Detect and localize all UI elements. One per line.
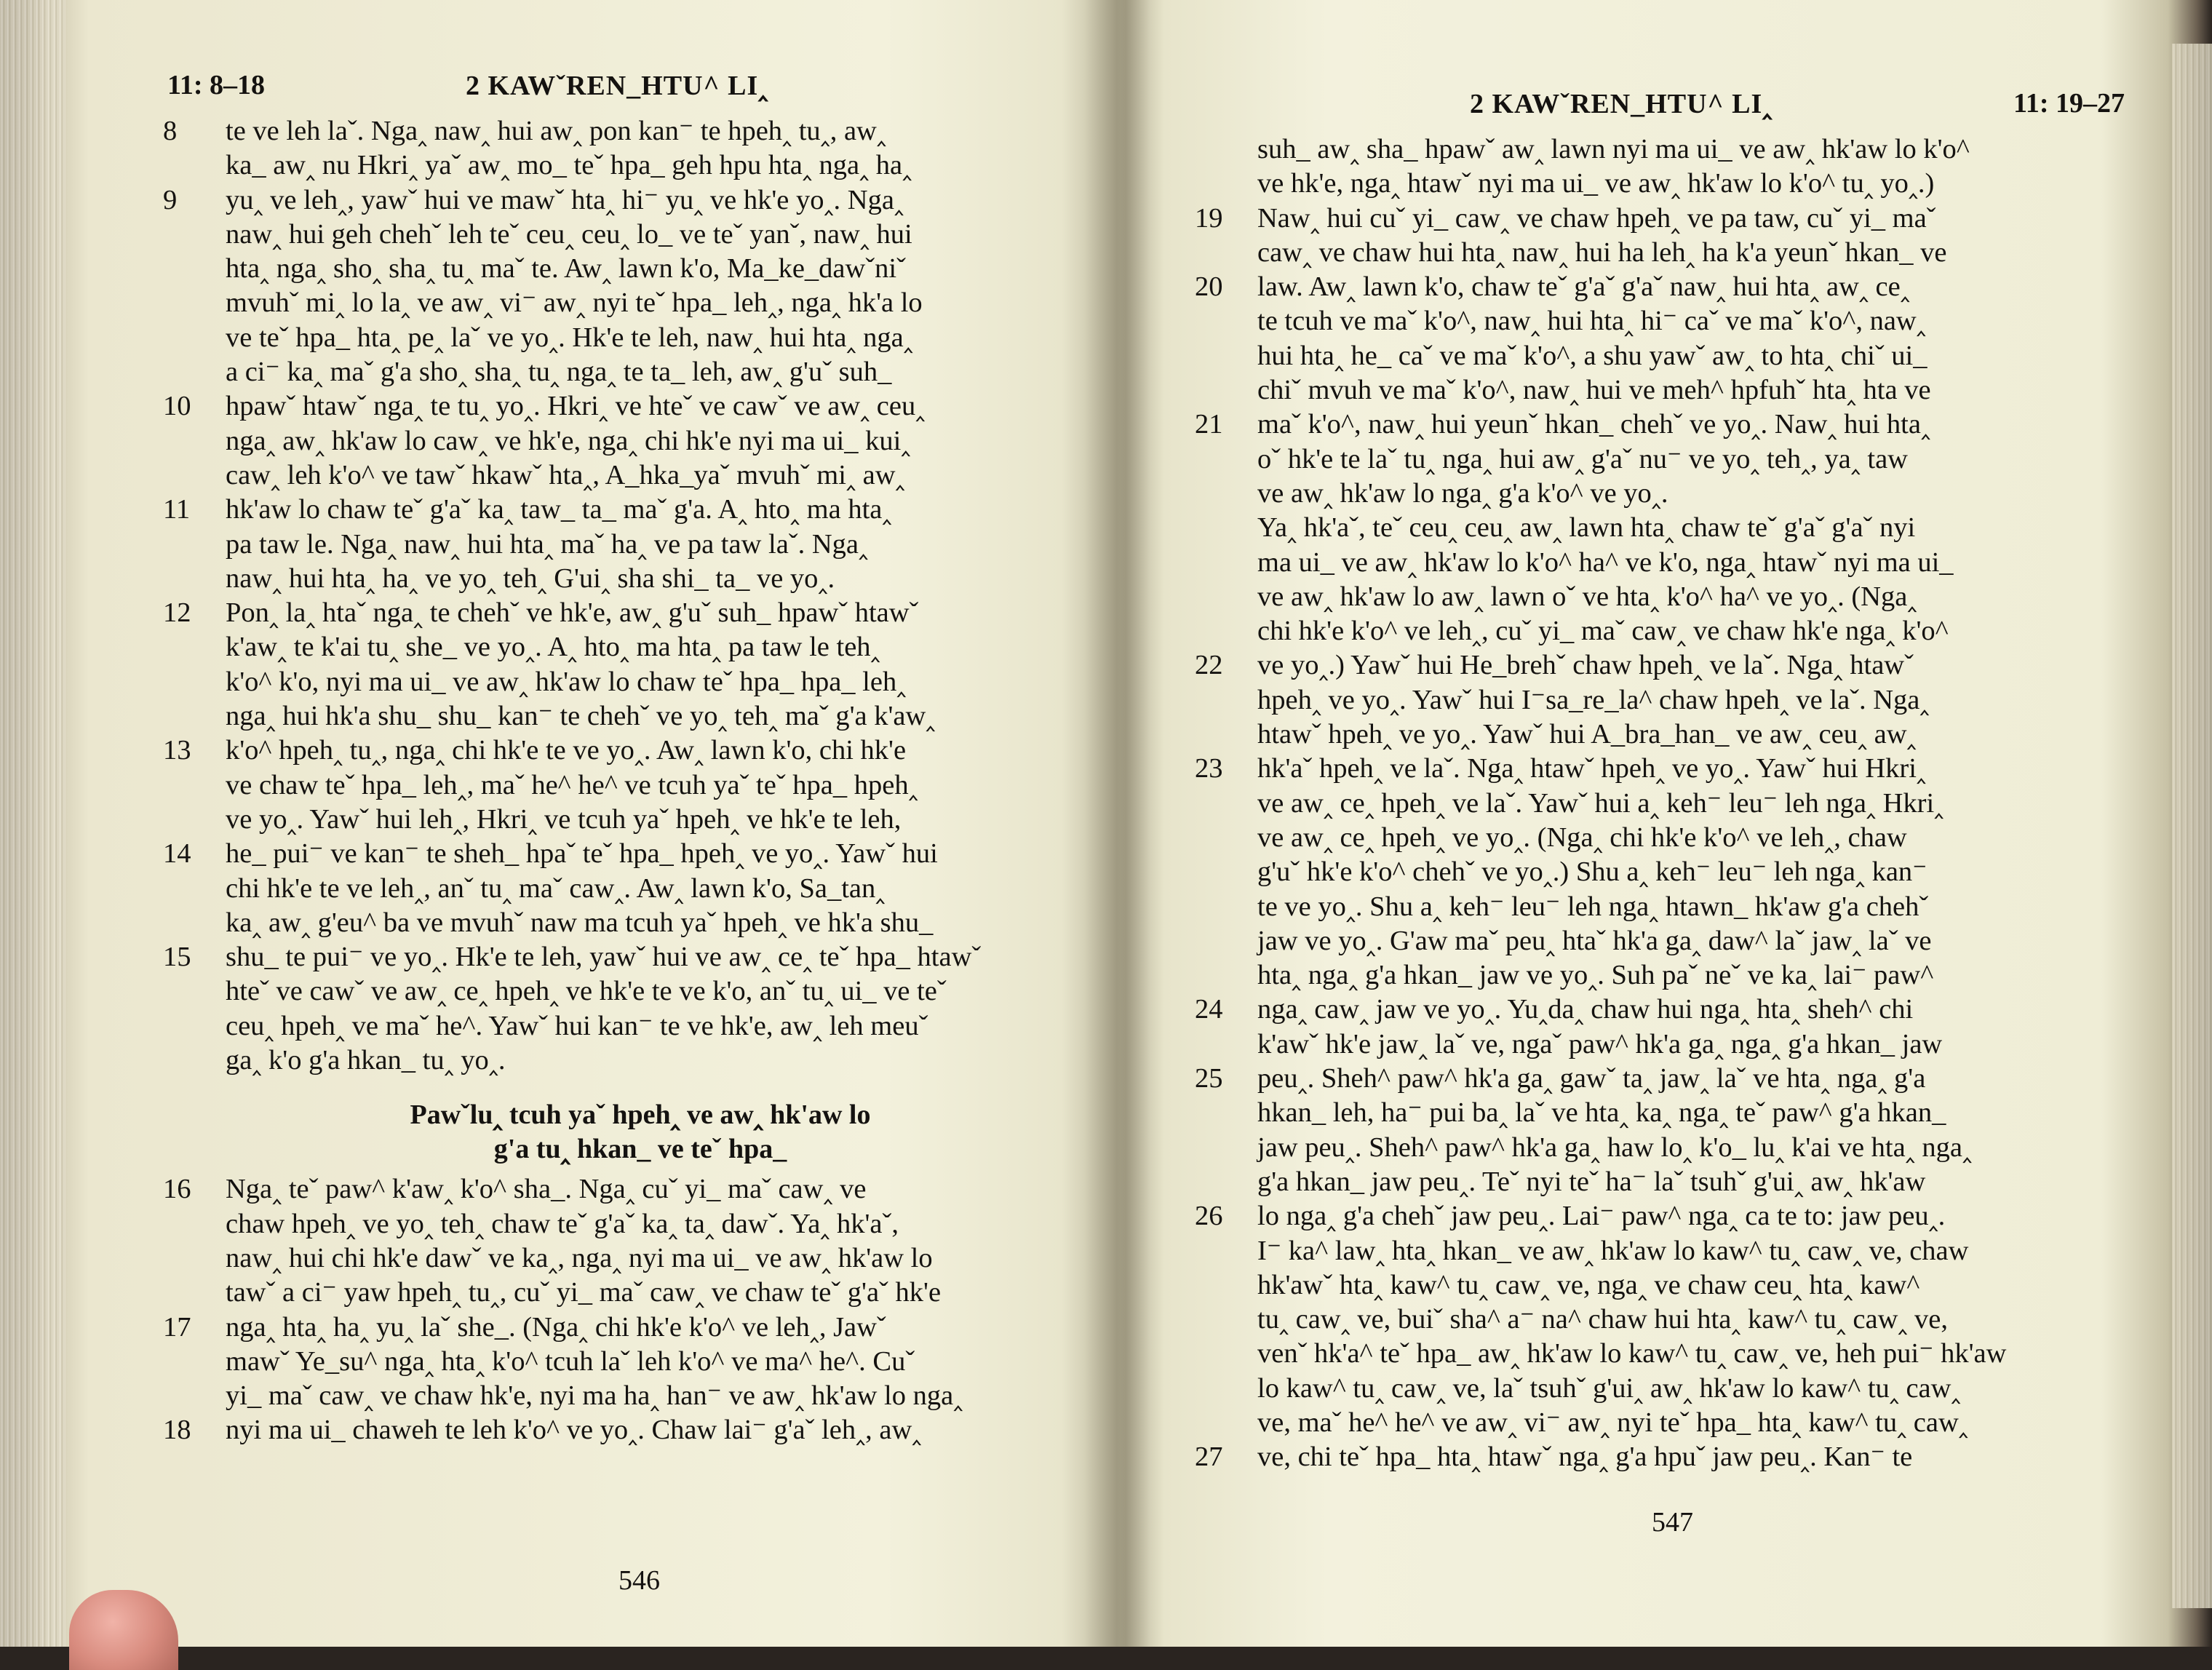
line-text: naw‸ hui chi hk'e dawˇ ve ka‸, nga‸ nyi ma ui_ ve aw‸ hk'aw lo	[226, 1242, 933, 1273]
text-line	[1193, 1440, 2132, 1474]
line-text: venˇ hk'a^ teˇ hpa_ aw‸ hk'aw lo kaw^ tu‸ caw‸ ve, heh pui⁻ hk'aw	[1257, 1338, 2007, 1369]
line-text: Nga‸ teˇ paw^ k'aw‸ k'o^ sha_. Nga‸ cuˇ yi_ maˇ caw‸ ve	[226, 1174, 867, 1205]
text-line	[153, 493, 1128, 527]
text-line	[153, 940, 1128, 974]
line-text: ve aw‸ ce‸ hpeh‸ ve laˇ. Yawˇ hui a‸ keh⁻ leu⁻ leh nga‸ Hkri‸	[1257, 787, 1944, 819]
line-text: htawˇ hpeh‸ ve yo‸. Yawˇ hui A_bra_han_ ve aw‸ ceu‸ aw‸	[1257, 719, 1917, 750]
text-column	[153, 114, 1128, 1078]
verse-number: 11	[163, 494, 191, 525]
verse-number: 10	[163, 391, 191, 422]
line-text: tawˇ a ci⁻ yaw hpeh‸ tu‸, cuˇ yi_ maˇ caw‸ ve chaw teˇ g'aˇ hk'e	[226, 1277, 942, 1308]
text-line	[1193, 1372, 2132, 1406]
line-text: naw‸ hui geh chehˇ leh teˇ ceu‸ ceu‸ lo_ ve teˇ yanˇ, naw‸ hui	[226, 218, 912, 250]
verse-number: 19	[1195, 202, 1223, 234]
text-line	[153, 183, 1128, 218]
line-text: k'o^ k'o, nyi ma ui_ ve aw‸ hk'aw lo chaw teˇ hpa_ hpa_ leh‸	[226, 666, 907, 697]
text-line	[1193, 167, 2132, 201]
line-text: Pon‸ la‸ htaˇ nga‸ te chehˇ ve hk'e, aw‸ g'uˇ suh_ hpawˇ htawˇ	[226, 597, 919, 629]
thumb	[69, 1590, 178, 1670]
text-line	[1193, 236, 2132, 270]
text-line	[153, 1241, 1128, 1276]
text-line	[1193, 202, 2132, 236]
line-text: hk'aˇ hpeh‸ ve laˇ. Nga‸ htawˇ hpeh‸ ve yo‸. Yawˇ hui Hkri‸	[1257, 753, 1926, 784]
text-line	[1193, 752, 2132, 786]
line-text: oˇ hk'e te laˇ tu‸ nga‸ hui aw‸ g'aˇ nu⁻ ve yo‸ teh‸, ya‸ taw	[1257, 443, 1908, 474]
text-line	[153, 148, 1128, 183]
text-line	[153, 872, 1128, 906]
text-line	[1193, 1303, 2132, 1337]
text-line	[153, 389, 1128, 424]
line-text: ceu‸ hpeh‸ ve maˇ he^. Yawˇ hui kan⁻ te ve hk'e, aw‸ leh meuˇ	[226, 1010, 928, 1041]
verse-number: 27	[1195, 1442, 1223, 1473]
text-column	[1193, 132, 2132, 1475]
text-line	[153, 906, 1128, 940]
text-line	[1193, 1131, 2132, 1165]
right-page	[1193, 87, 2132, 1538]
chapter-verse-range: 11: 8–18	[167, 70, 266, 100]
text-line	[1193, 821, 2132, 855]
line-text: ve hk'e, nga‸ htawˇ nyi ma ui_ ve aw‸ hk'aw lo k'o^ tu‸ yo‸.)	[1257, 168, 1935, 199]
text-line	[1193, 1234, 2132, 1268]
line-text: hui hta‸ he_ caˇ ve maˇ k'o^, a shu yawˇ aw‸ to hta‸ chiˇ ui_	[1257, 340, 1927, 371]
line-text: ve aw‸ hk'aw lo nga‸ g'a k'o^ ve yo‸.	[1257, 477, 1668, 509]
text-line	[153, 1276, 1128, 1310]
book-title: 2 KAWˇREN_HTU^ LI‸	[466, 71, 769, 101]
line-text: g'a hkan_ jaw peu‸. Teˇ nyi teˇ ha⁻ laˇ tsuhˇ g'ui‸ aw‸ hk'aw	[1257, 1166, 1926, 1197]
running-head	[153, 69, 1128, 114]
line-text: hpawˇ htawˇ nga‸ te tu‸ yo‸. Hkri‸ ve hteˇ ve cawˇ ve aw‸ ceu‸	[226, 391, 926, 422]
line-text: ve teˇ hpa_ hta‸ pe‸ laˇ ve yo‸. Hk'e te leh, naw‸ hui hta‸ nga‸	[226, 322, 913, 353]
text-line	[1193, 546, 2132, 580]
running-head	[1193, 87, 2132, 132]
line-text: naw‸ hui hta‸ ha‸ ve yo‸ teh‸ G'ui‸ sha shi_ ta_ ve yo‸.	[226, 562, 835, 594]
line-text: ka‸ aw‸ g'eu^ ba ve mvuhˇ naw ma tcuh yaˇ hpeh‸ ve hk'a shu_	[226, 907, 934, 938]
text-line	[153, 1345, 1128, 1379]
text-line	[1193, 339, 2132, 373]
verse-number: 18	[163, 1415, 191, 1446]
text-line	[1193, 683, 2132, 717]
text-line	[1193, 270, 2132, 304]
line-text: ve chaw teˇ hpa_ leh‸, maˇ he^ he^ ve tcuh yaˇ teˇ hpa_ hpeh‸	[226, 769, 918, 800]
line-text: ga‸ k'o g'a hkan_ tu‸ yo‸.	[226, 1045, 506, 1076]
text-line	[153, 562, 1128, 596]
line-text: k'o^ hpeh‸ tu‸, nga‸ chi hk'e te ve yo‸. Aw‸ lawn k'o, chi hk'e	[226, 735, 907, 766]
text-line	[1193, 373, 2132, 407]
text-line	[1193, 924, 2132, 958]
line-text: a ci⁻ ka‸ maˇ g'a sho‸ sha‸ tu‸ nga‸ te ta_ leh, aw‸ g'uˇ suh_	[226, 357, 892, 388]
text-line	[153, 803, 1128, 837]
text-line	[153, 974, 1128, 1009]
line-text: nga‸ hta‸ ha‸ yu‸ laˇ she_. (Nga‸ chi hk'e k'o^ ve leh‸, Jawˇ	[226, 1311, 886, 1343]
text-line	[153, 1311, 1128, 1345]
text-line	[153, 355, 1128, 389]
text-line	[153, 218, 1128, 252]
line-text: chiˇ mvuh ve maˇ k'o^, naw‸ hui ve meh^ hpfuhˇ hta‸ hta ve	[1257, 375, 1931, 406]
line-text: caw‸ ve chaw hui hta‸ naw‸ hui ha leh‸ ha k'a yeunˇ hkan_ ve	[1257, 236, 1947, 268]
text-line	[1193, 1199, 2132, 1233]
line-text: ve yo‸.) Yawˇ hui He_brehˇ chaw hpeh‸ ve laˇ. Nga‸ htawˇ	[1257, 650, 1914, 681]
text-line	[1193, 787, 2132, 821]
left-page	[153, 69, 1128, 1596]
line-text: Naw‸ hui cuˇ yi_ caw‸ ve chaw hpeh‸ ve pa taw, cuˇ yi_ maˇ	[1257, 202, 1936, 234]
chapter-verse-range: 11: 19–27	[2013, 88, 2125, 119]
text-line	[153, 630, 1128, 664]
line-text: yu‸ ve leh‸, yawˇ hui ve mawˇ hta‸ hi⁻ yu‸ ve hk'e yo‸. Nga‸	[226, 184, 904, 215]
verse-number: 9	[163, 184, 178, 215]
line-text: maˇ k'o^, naw‸ hui yeunˇ hkan_ chehˇ ve yo‸. Naw‸ hui hta‸	[1257, 409, 1931, 440]
verse-number: 14	[163, 838, 191, 870]
verse-number: 26	[1195, 1201, 1223, 1232]
line-text: peu‸. Sheh^ paw^ hk'a ga‸ gawˇ ta‸ jaw‸ laˇ ve hta‸ nga‸ g'a	[1257, 1063, 1926, 1094]
text-line	[153, 528, 1128, 562]
verse-number: 25	[1195, 1063, 1223, 1094]
text-line	[1193, 511, 2132, 545]
text-line	[153, 699, 1128, 733]
verse-number: 22	[1195, 650, 1223, 681]
line-text: hk'awˇ hta‸ kaw^ tu‸ caw‸ ve, nga‸ ve chaw ceu‸ hta‸ kaw^	[1257, 1269, 1920, 1300]
line-text: te ve yo‸. Shu a‸ keh⁻ leu⁻ leh nga‸ htawn_ hk'aw g'a chehˇ	[1257, 891, 1929, 922]
line-text: law. Aw‸ lawn k'o, chaw teˇ g'aˇ g'aˇ naw‸ hui hta‸ aw‸ ce‸	[1257, 271, 1910, 303]
text-line	[153, 1043, 1128, 1078]
text-line	[1193, 958, 2132, 993]
line-text: nga‸ caw‸ jaw ve yo‸. Yu‸da‸ chaw hui nga‸ hta‸ sheh^ chi	[1257, 994, 1914, 1025]
line-text: ve yo‸. Yawˇ hui leh‸, Hkri‸ ve tcuh yaˇ hpeh‸ ve hk'e te leh,	[226, 803, 902, 835]
text-line	[1193, 614, 2132, 648]
line-text: jaw ve yo‸. G'aw maˇ peu‸ htaˇ hk'a ga‸ daw^ laˇ jaw‸ laˇ ve	[1257, 925, 1932, 956]
line-text: g'uˇ hk'e k'o^ chehˇ ve yo‸.) Shu a‸ keh⁻ leu⁻ leh nga‸ kan⁻	[1257, 856, 1927, 888]
verse-number: 23	[1195, 753, 1223, 784]
line-text: ka_ aw‸ nu Hkri‸ yaˇ aw‸ mo_ teˇ hpa_ geh hpu hta‸ nga‸ ha‸	[226, 150, 912, 181]
section-heading	[153, 1098, 1128, 1166]
line-text: hk'aw lo chaw teˇ g'aˇ ka‸ taw_ ta_ maˇ g'a. A‸ hto‸ ma hta‸	[226, 494, 892, 525]
text-line	[153, 1413, 1128, 1447]
line-text: ve aw‸ ce‸ hpeh‸ ve yo‸. (Nga‸ chi hk'e k'o^ ve leh‸, chaw	[1257, 822, 1907, 853]
text-line	[153, 768, 1128, 803]
verse-number: 21	[1195, 409, 1223, 440]
line-text: hpeh‸ ve yo‸. Yawˇ hui I⁻sa_re_la^ chaw hpeh‸ ve laˇ. Nga‸	[1257, 684, 1930, 715]
verse-number: 17	[163, 1311, 191, 1343]
section-heading-line: Pawˇlu‸ tcuh yaˇ hpeh‸ ve aw‸ hk'aw lo	[410, 1100, 871, 1131]
verse-number: 15	[163, 942, 191, 973]
line-text: k'aw‸ te k'ai tu‸ she_ ve yo‸. A‸ hto‸ ma hta‸ pa taw le teh‸	[226, 632, 880, 663]
text-line	[153, 665, 1128, 699]
line-text: ve aw‸ hk'aw lo aw‸ lawn oˇ ve hta‸ k'o^ ha^ ve yo‸. (Nga‸	[1257, 581, 1917, 612]
text-line	[1193, 477, 2132, 511]
text-line	[1193, 717, 2132, 752]
text-line	[1193, 580, 2132, 614]
text-line	[1193, 407, 2132, 442]
line-text: ma ui_ ve aw‸ hk'aw lo k'o^ ha^ ve k'o, nga‸ htawˇ nyi ma ui_	[1257, 546, 1954, 578]
line-text: caw‸ leh k'o^ ve tawˇ hkawˇ hta‸, A_hka_yaˇ mvuhˇ mi‸ aw‸	[226, 459, 905, 490]
verse-number: 20	[1195, 271, 1223, 303]
line-text: chaw hpeh‸ ve yo‸ teh‸ chaw teˇ g'aˇ ka‸ ta‸ dawˇ. Ya‸ hk'aˇ,	[226, 1208, 899, 1239]
page-edges-left	[0, 0, 65, 1647]
text-line	[1193, 1165, 2132, 1199]
text-line	[153, 252, 1128, 286]
line-text: pa taw le. Nga‸ naw‸ hui hta‸ maˇ ha‸ ve pa taw laˇ. Nga‸	[226, 528, 869, 560]
text-line	[1193, 993, 2132, 1027]
text-line	[153, 424, 1128, 458]
verse-number: 24	[1195, 994, 1223, 1025]
line-text: jaw peu‸. Sheh^ paw^ hk'a ga‸ haw lo‸ k'o_ lu‸ k'ai ve hta‸ nga‸	[1257, 1132, 1972, 1163]
line-text: ve, maˇ he^ he^ ve aw‸ vi⁻ aw‸ nyi teˇ hpa_ hta‸ kaw^ tu‸ caw‸	[1257, 1407, 1968, 1438]
line-text: hta‸ nga‸ sho‸ sha‸ tu‸ maˇ te. Aw‸ lawn k'o, Ma_ke_dawˇniˇ	[226, 253, 906, 285]
text-line	[1193, 1406, 2132, 1440]
text-line	[1193, 1096, 2132, 1130]
page-edges-right	[2172, 44, 2212, 1608]
text-line	[153, 458, 1128, 493]
line-text: nga‸ aw‸ hk'aw lo caw‸ ve hk'e, nga‸ chi hk'e nyi ma ui_ kui‸	[226, 425, 911, 456]
page-number: 547	[1652, 1507, 1693, 1538]
line-text: he_ pui⁻ ve kan⁻ te sheh_ hpaˇ teˇ hpa_ hpeh‸ ve yo‸. Yawˇ hui	[226, 838, 938, 870]
line-text: hkan_ leh, ha⁻ pui ba‸ laˇ ve hta‸ ka‸ nga‸ teˇ paw^ g'a hkan_	[1257, 1097, 1946, 1129]
text-line	[1193, 648, 2132, 683]
section-heading-line: g'a tu‸ hkan_ ve teˇ hpa_	[493, 1134, 787, 1165]
text-line	[153, 114, 1128, 148]
text-line	[1193, 855, 2132, 889]
line-text: hta‸ nga‸ g'a hkan_ jaw ve yo‸. Suh paˇ neˇ ve ka‸ lai⁻ paw^	[1257, 960, 1934, 991]
line-text: shu_ te pui⁻ ve yo‸. Hk'e te leh, yawˇ hui ve aw‸ ce‸ teˇ hpa_ htawˇ	[226, 942, 982, 973]
line-text: suh_ aw‸ sha_ hpawˇ aw‸ lawn nyi ma ui_ ve aw‸ hk'aw lo k'o^	[1257, 134, 1970, 164]
verse-number: 16	[163, 1174, 191, 1205]
text-line	[1193, 1027, 2132, 1062]
line-text: nga‸ hui hk'a shu_ shu_ kan⁻ te chehˇ ve yo‸ teh‸ maˇ g'a k'aw‸	[226, 701, 936, 732]
text-line	[153, 1379, 1128, 1413]
text-line	[153, 1172, 1128, 1206]
line-text: I⁻ ka^ law‸ hta‸ hkan_ ve aw‸ hk'aw lo kaw^ tu‸ caw‸ ve, chaw	[1257, 1235, 1969, 1266]
line-text: nyi ma ui_ chaweh te leh k'o^ ve yo‸. Chaw lai⁻ g'aˇ leh‸, aw‸	[226, 1415, 922, 1446]
text-line	[1193, 890, 2132, 924]
line-text: k'awˇ hk'e jaw‸ laˇ ve, ngaˇ paw^ hk'a ga‸ nga‸ g'a hkan_ jaw	[1257, 1028, 1943, 1059]
line-text: yi_ maˇ caw‸ ve chaw hk'e, nyi ma ha‸ han⁻ ve aw‸ hk'aw lo nga‸	[226, 1380, 963, 1412]
text-line	[1193, 1268, 2132, 1303]
page-number: 546	[618, 1565, 660, 1596]
line-text: Ya‸ hk'aˇ, teˇ ceu‸ ceu‸ aw‸ lawn hta‸ chaw teˇ g'aˇ g'aˇ nyi	[1257, 512, 1916, 544]
text-line	[1193, 1062, 2132, 1096]
line-text: hteˇ ve cawˇ ve aw‸ ce‸ hpeh‸ ve hk'e te ve k'o, anˇ tu‸ ui_ ve teˇ	[226, 976, 947, 1007]
line-text: ve, chi teˇ hpa_ hta‸ htawˇ nga‸ g'a hpuˇ jaw peu‸. Kan⁻ te	[1257, 1442, 1913, 1473]
text-line	[1193, 1337, 2132, 1371]
line-text: chi hk'e k'o^ ve leh‸, cuˇ yi_ maˇ caw‸ ve chaw hk'e nga‸ k'o^	[1257, 616, 1949, 647]
line-text: tu‸ caw‸ ve, buiˇ sha^ a⁻ na^ chaw hui hta‸ kaw^ tu‸ caw‸ ve,	[1257, 1304, 1949, 1335]
line-text: mvuhˇ mi‸ lo la‸ ve aw‸ vi⁻ aw‸ nyi teˇ hpa_ leh‸, nga‸ hk'a lo	[226, 287, 923, 319]
line-text: lo kaw^ tu‸ caw‸ ve, laˇ tsuhˇ g'ui‸ aw‸ hk'aw lo kaw^ tu‸ caw‸	[1257, 1372, 1961, 1404]
text-line	[1193, 442, 2132, 477]
text-line	[153, 1009, 1128, 1043]
verse-number: 8	[163, 116, 178, 146]
line-text: te tcuh ve maˇ k'o^, naw‸ hui hta‸ hi⁻ caˇ ve maˇ k'o^, naw‸	[1257, 306, 1926, 337]
verse-number: 13	[163, 735, 191, 766]
text-line	[1193, 132, 2132, 167]
text-column	[153, 1172, 1128, 1447]
line-text: chi hk'e te ve leh‸, anˇ tu‸ maˇ caw‸. Aw‸ lawn k'o, Sa_tan‸	[226, 872, 886, 904]
line-text: te ve leh laˇ. Nga‸ naw‸ hui aw‸ pon kan⁻ te hpeh‸ tu‸, aw‸	[226, 116, 886, 146]
line-text: lo nga‸ g'a chehˇ jaw peu‸. Lai⁻ paw^ nga‸ ca te to: jaw peu‸.	[1257, 1201, 1946, 1232]
text-line	[1193, 304, 2132, 338]
text-line	[153, 1207, 1128, 1241]
book-title: 2 KAWˇREN_HTU^ LI‸	[1470, 89, 1773, 119]
verse-number: 12	[163, 597, 191, 629]
text-line	[153, 596, 1128, 630]
line-text: mawˇ Ye_su^ nga‸ hta‸ k'o^ tcuh laˇ leh k'o^ ve ma^ he^. Cuˇ	[226, 1345, 915, 1377]
text-line	[153, 286, 1128, 320]
text-line	[153, 837, 1128, 871]
text-line	[153, 321, 1128, 355]
text-line	[153, 733, 1128, 768]
